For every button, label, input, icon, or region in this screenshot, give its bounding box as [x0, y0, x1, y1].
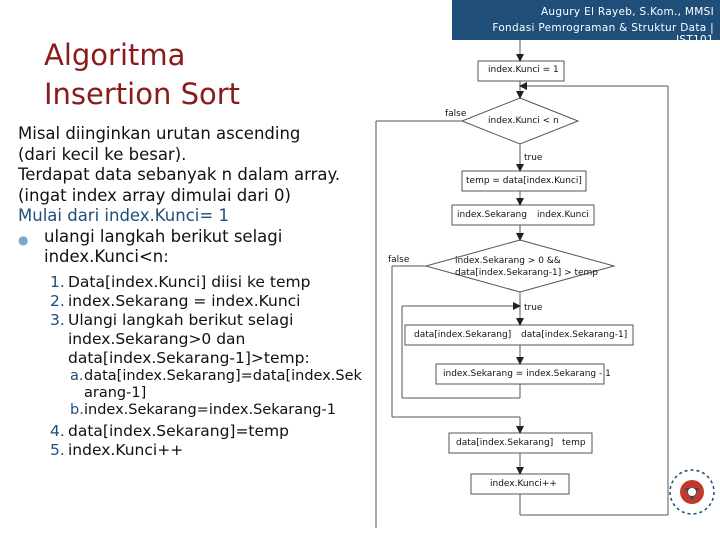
step-number: 3.: [50, 310, 65, 329]
step-number: 4.: [50, 421, 65, 440]
cond1-label: index.Kunci < n: [488, 116, 559, 126]
shift-right-label: data[index.Sekarang-1]: [521, 330, 628, 340]
shift-left-label: data[index.Sekarang]: [414, 330, 512, 340]
step-number: 2.: [50, 291, 65, 310]
step-text: index.Kunci++: [68, 440, 184, 459]
step-number: 1.: [50, 272, 65, 291]
substep-letter: a.: [70, 367, 84, 384]
substep-text: data[index.Sekarang]=data[index.Sek: [84, 367, 362, 384]
step-text: data[index.Sekarang]=temp: [68, 421, 289, 440]
decrement-label: index.Sekarang = index.Sekarang - 1: [443, 369, 611, 379]
cond2-line2-label: data[index.Sekarang-1] > temp: [455, 268, 599, 278]
step-number: 5.: [50, 440, 65, 459]
place-right-label: temp: [562, 438, 586, 448]
cond2-true-label: true: [524, 303, 543, 313]
init-label: index.Kunci = 1: [488, 65, 559, 75]
header-course: Fondasi Pemrograman & Struktur Data | IST101: [492, 22, 714, 46]
cond2-line1-label: index.Sekarang > 0 &&: [455, 256, 561, 266]
step-text: index.Sekarang = index.Kunci: [68, 291, 301, 310]
substep-text: index.Sekarang=index.Sekarang-1: [84, 401, 336, 418]
substep-text-cont: arang-1]: [84, 384, 147, 401]
step-text-cont: index.Sekarang>0 dan: [68, 329, 246, 348]
cond1-false-label: false: [445, 109, 467, 119]
bullet-text: index.Kunci<n:: [44, 247, 169, 266]
bullet-text: ulangi langkah berikut selagi: [44, 226, 283, 246]
body-line: Misal diinginkan urutan ascending: [18, 124, 301, 143]
step-text: Data[index.Kunci] diisi ke temp: [68, 272, 311, 291]
place-left-label: data[index.Sekarang]: [456, 438, 554, 448]
step-text-cont: data[index.Sekarang-1]>temp:: [68, 348, 310, 367]
header-author: Augury El Rayeb, S.Kom., MMSI: [540, 6, 714, 18]
title-line-1: Algoritma: [44, 38, 186, 72]
cond1-true-label: true: [524, 153, 543, 163]
temp-label: temp = data[index.Kunci]: [466, 176, 582, 186]
title-line-2: Insertion Sort: [44, 77, 241, 111]
increment-label: index.Kunci++: [490, 479, 557, 489]
body-line: (ingat index array dimulai dari 0): [18, 185, 291, 205]
body-line: Mulai dari index.Kunci= 1: [18, 206, 229, 225]
body-line: Terdapat data sebanyak n dalam array.: [18, 165, 341, 184]
step-text: Ulangi langkah berikut selagi: [68, 310, 294, 329]
university-logo-icon: [652, 444, 720, 540]
bullet-icon: ●: [18, 232, 29, 247]
assign-right-label: index.Kunci: [537, 210, 589, 220]
cond2-false-label: false: [388, 255, 410, 265]
body-line: (dari kecil ke besar).: [18, 144, 187, 164]
cond2-diamond: [426, 240, 614, 292]
substep-letter: b.: [70, 401, 84, 418]
assign-left-label: index.Sekarang: [457, 210, 527, 220]
